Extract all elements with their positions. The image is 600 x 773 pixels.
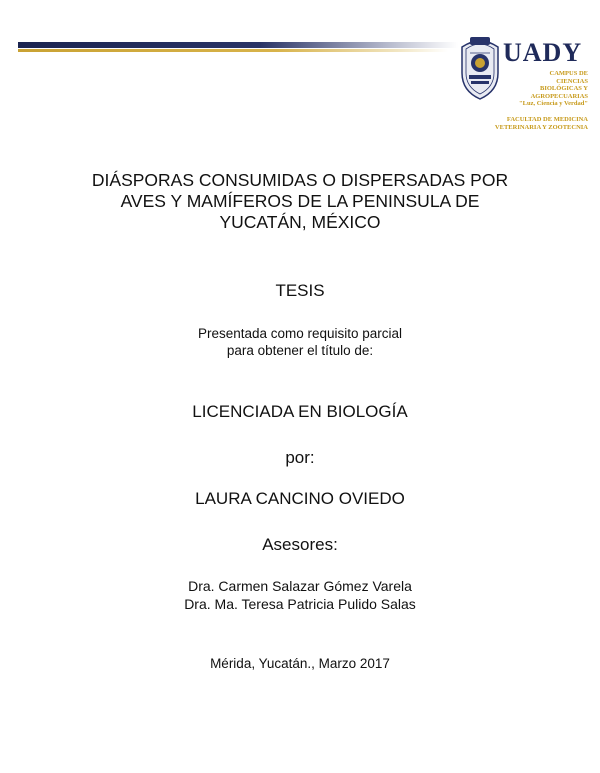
- faculty-line: VETERINARIA Y ZOOTECNIA: [494, 123, 588, 131]
- document-type: TESIS: [275, 281, 325, 300]
- thesis-title: [0, 170, 600, 233]
- campus-line: CIENCIAS: [556, 77, 588, 85]
- campus-name: [488, 70, 588, 108]
- header-stripe-navy: [18, 42, 458, 48]
- place-date: Mérida, Yucatán., Marzo 2017: [210, 656, 390, 671]
- thesis-title-line: AVES Y MAMÍFEROS DE LA PENINSULA DE: [120, 191, 480, 211]
- thesis-title-line: DIÁSPORAS CONSUMIDAS O DISPERSADAS POR: [91, 170, 509, 190]
- campus-line: CAMPUS DE: [549, 70, 588, 77]
- campus-line: BIOLÓGICAS Y: [540, 85, 588, 92]
- advisor-name: Dra. Carmen Salazar Gómez Varela: [188, 578, 412, 594]
- header-stripe-gold: [18, 49, 448, 52]
- por-label: por:: [285, 448, 315, 467]
- uady-logo-text: UADY: [503, 38, 583, 67]
- advisors-label: Asesores:: [262, 535, 338, 554]
- requirement-line: Presentada como requisito parcial: [197, 326, 403, 341]
- advisors-list: [0, 577, 600, 613]
- header-stripe: [18, 40, 468, 56]
- faculty-line: FACULTAD DE MEDICINA: [506, 116, 588, 123]
- author-name: LAURA CANCINO OVIEDO: [195, 489, 405, 508]
- degree-title: LICENCIADA EN BIOLOGÍA: [192, 402, 408, 421]
- requirement-line: para obtener el título de:: [226, 343, 374, 358]
- requirement-statement: [0, 325, 600, 359]
- thesis-title-line: YUCATÁN, MÉXICO: [219, 212, 381, 232]
- faculty-name: [470, 116, 588, 131]
- campus-line: AGROPECUARIAS: [530, 92, 588, 100]
- advisor-name: Dra. Ma. Teresa Patricia Pulido Salas: [184, 596, 416, 612]
- campus-motto: "Luz, Ciencia y Verdad": [519, 100, 588, 107]
